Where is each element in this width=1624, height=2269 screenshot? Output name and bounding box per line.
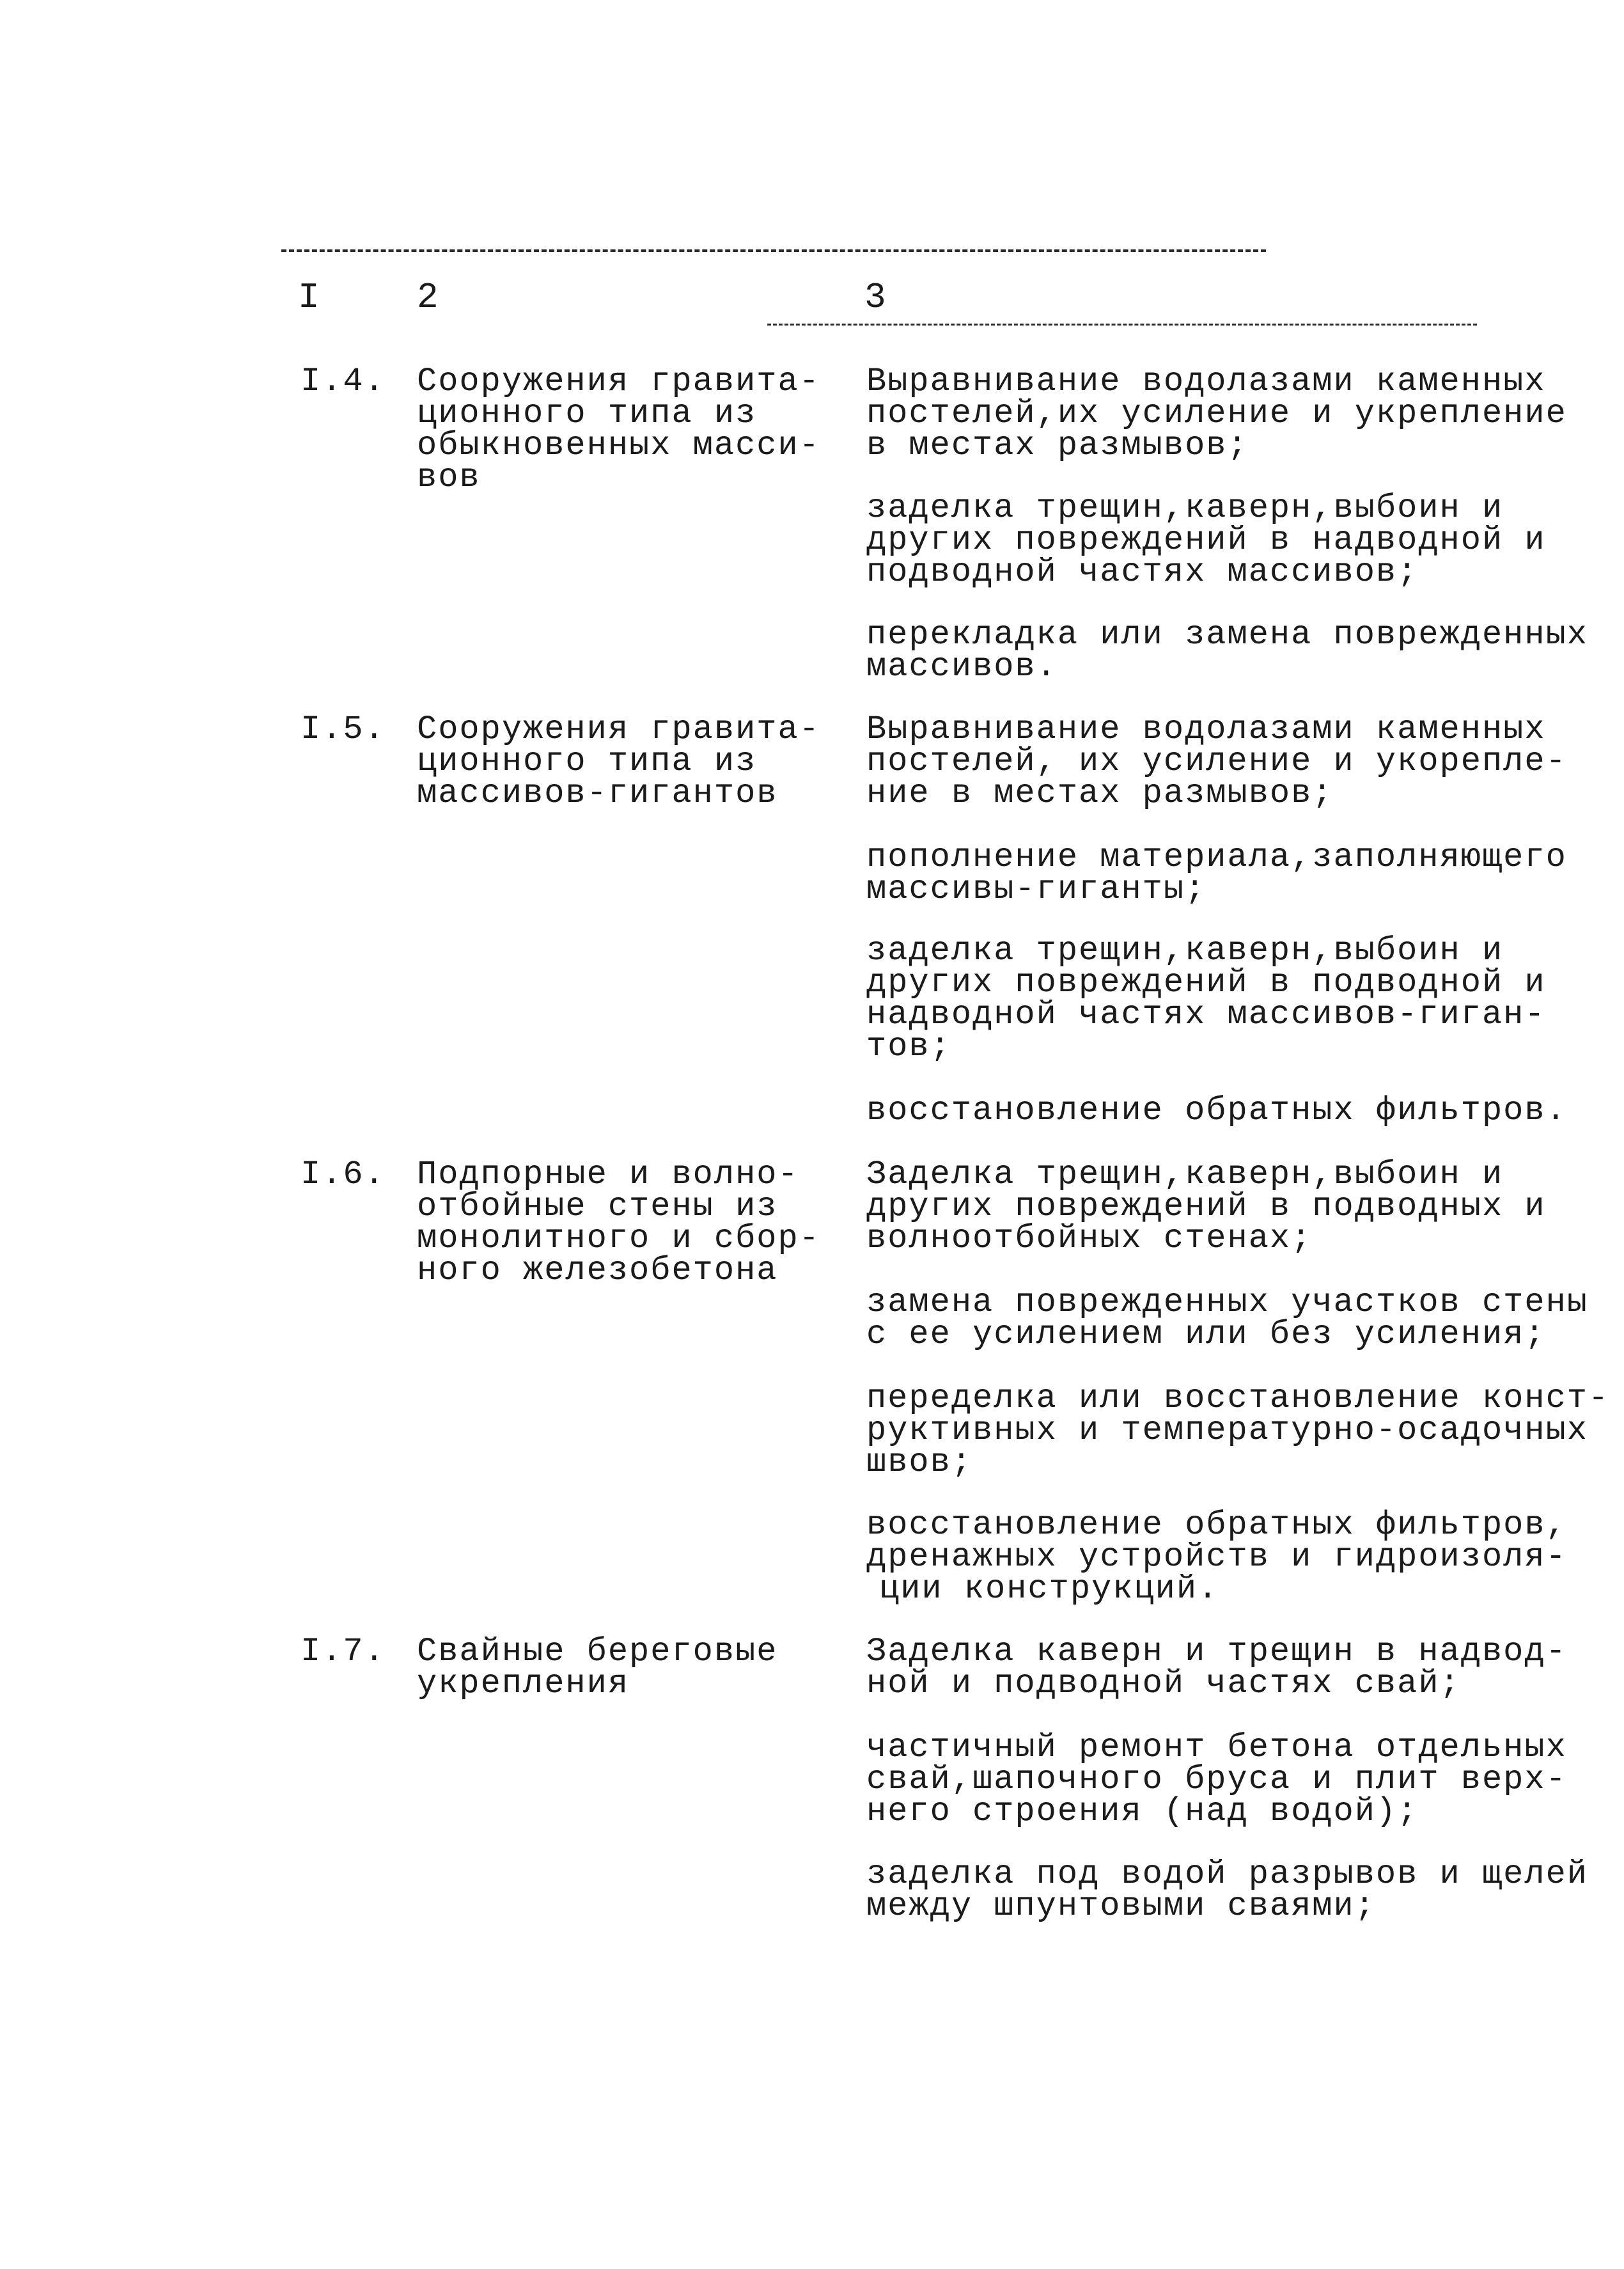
row-title-line: ционного типа из bbox=[417, 742, 757, 780]
row-title-line: Сооружения гравита- bbox=[417, 711, 820, 748]
item-line: других повреждений в подводных и bbox=[866, 1188, 1546, 1225]
item-line: массивы-гиганты; bbox=[866, 870, 1206, 908]
item-line: восстановление обратных фильтров, bbox=[866, 1506, 1567, 1544]
item-line: переделка или восстановление конст- bbox=[866, 1379, 1610, 1417]
item-line: надводной частях массивов-гиган- bbox=[866, 996, 1546, 1033]
row-number: I.4. bbox=[301, 363, 386, 400]
item-line: в местах размывов; bbox=[866, 427, 1249, 464]
item-line: заделка трещин,каверн,выбоин и bbox=[866, 489, 1504, 527]
item-line: швов; bbox=[866, 1443, 973, 1481]
item-line: свай,шапочного бруса и плит верх- bbox=[866, 1761, 1567, 1798]
item-line: ной и подводной частях свай; bbox=[866, 1665, 1461, 1702]
item-line: постелей,их усиление и укрепление bbox=[866, 395, 1567, 432]
item-line: заделка трещин,каверн,выбоин и bbox=[866, 932, 1504, 970]
header-col2: 2 bbox=[417, 277, 440, 318]
header-rule bbox=[767, 324, 1477, 326]
item-line: пополнение материала,заполняющего bbox=[866, 838, 1567, 876]
table-top-rule bbox=[281, 249, 1266, 252]
row-title-line: Подпорные и волно- bbox=[417, 1156, 799, 1193]
item-line: Заделка каверн и трещин в надвод- bbox=[866, 1633, 1567, 1670]
item-line: между шпунтовыми сваями; bbox=[866, 1887, 1376, 1925]
item-line: руктивных и температурно-осадочных bbox=[866, 1411, 1588, 1449]
row-number: I.6. bbox=[301, 1156, 386, 1193]
row-title-line: массивов-гигантов bbox=[417, 774, 778, 812]
item-line: ции конструкций. bbox=[879, 1570, 1219, 1608]
item-line: Выравнивание водолазами каменных bbox=[866, 363, 1546, 400]
header-col3: 3 bbox=[864, 277, 887, 318]
row-title-line: монолитного и сбор- bbox=[417, 1220, 820, 1257]
row-title-line: укрепления bbox=[417, 1665, 630, 1702]
row-title-line: Свайные береговые bbox=[417, 1633, 778, 1670]
row-number: I.7. bbox=[301, 1633, 386, 1670]
item-line: постелей, их усиление и укорепле- bbox=[866, 742, 1567, 780]
item-line: подводной частях массивов; bbox=[866, 553, 1419, 591]
row-title-line: ного железобетона bbox=[417, 1252, 778, 1289]
row-title-line: ционного типа из bbox=[417, 395, 757, 432]
item-line: тов; bbox=[866, 1028, 951, 1065]
item-line: заделка под водой разрывов и щелей bbox=[866, 1855, 1588, 1893]
item-line: него строения (над водой); bbox=[866, 1793, 1419, 1830]
row-number: I.5. bbox=[301, 711, 386, 748]
row-title-line: Сооружения гравита- bbox=[417, 363, 820, 400]
item-line: других повреждений в надводной и bbox=[866, 521, 1546, 559]
row-title-line: обыкновенных масси- bbox=[417, 427, 820, 464]
item-line: восстановление обратных фильтров. bbox=[866, 1092, 1567, 1129]
item-line: частичный ремонт бетона отдельных bbox=[866, 1729, 1567, 1766]
row-title-line: вов bbox=[417, 459, 481, 496]
item-line: дренажных устройств и гидроизоля- bbox=[866, 1538, 1567, 1576]
item-line: Заделка трещин,каверн,выбоин и bbox=[866, 1156, 1504, 1193]
item-line: с ее усилением или без усиления; bbox=[866, 1315, 1546, 1353]
item-line: других повреждений в подводной и bbox=[866, 964, 1546, 1001]
item-line: массивов. bbox=[866, 648, 1058, 686]
item-line: перекладка или замена поврежденных bbox=[866, 616, 1588, 654]
row-title-line: отбойные стены из bbox=[417, 1188, 778, 1225]
header-col1: I bbox=[298, 277, 321, 318]
item-line: ние в местах размывов; bbox=[866, 774, 1334, 812]
item-line: волноотбойных стенах; bbox=[866, 1220, 1313, 1257]
item-line: замена поврежденных участков стены bbox=[866, 1284, 1588, 1321]
item-line: Выравнивание водолазами каменных bbox=[866, 711, 1546, 748]
